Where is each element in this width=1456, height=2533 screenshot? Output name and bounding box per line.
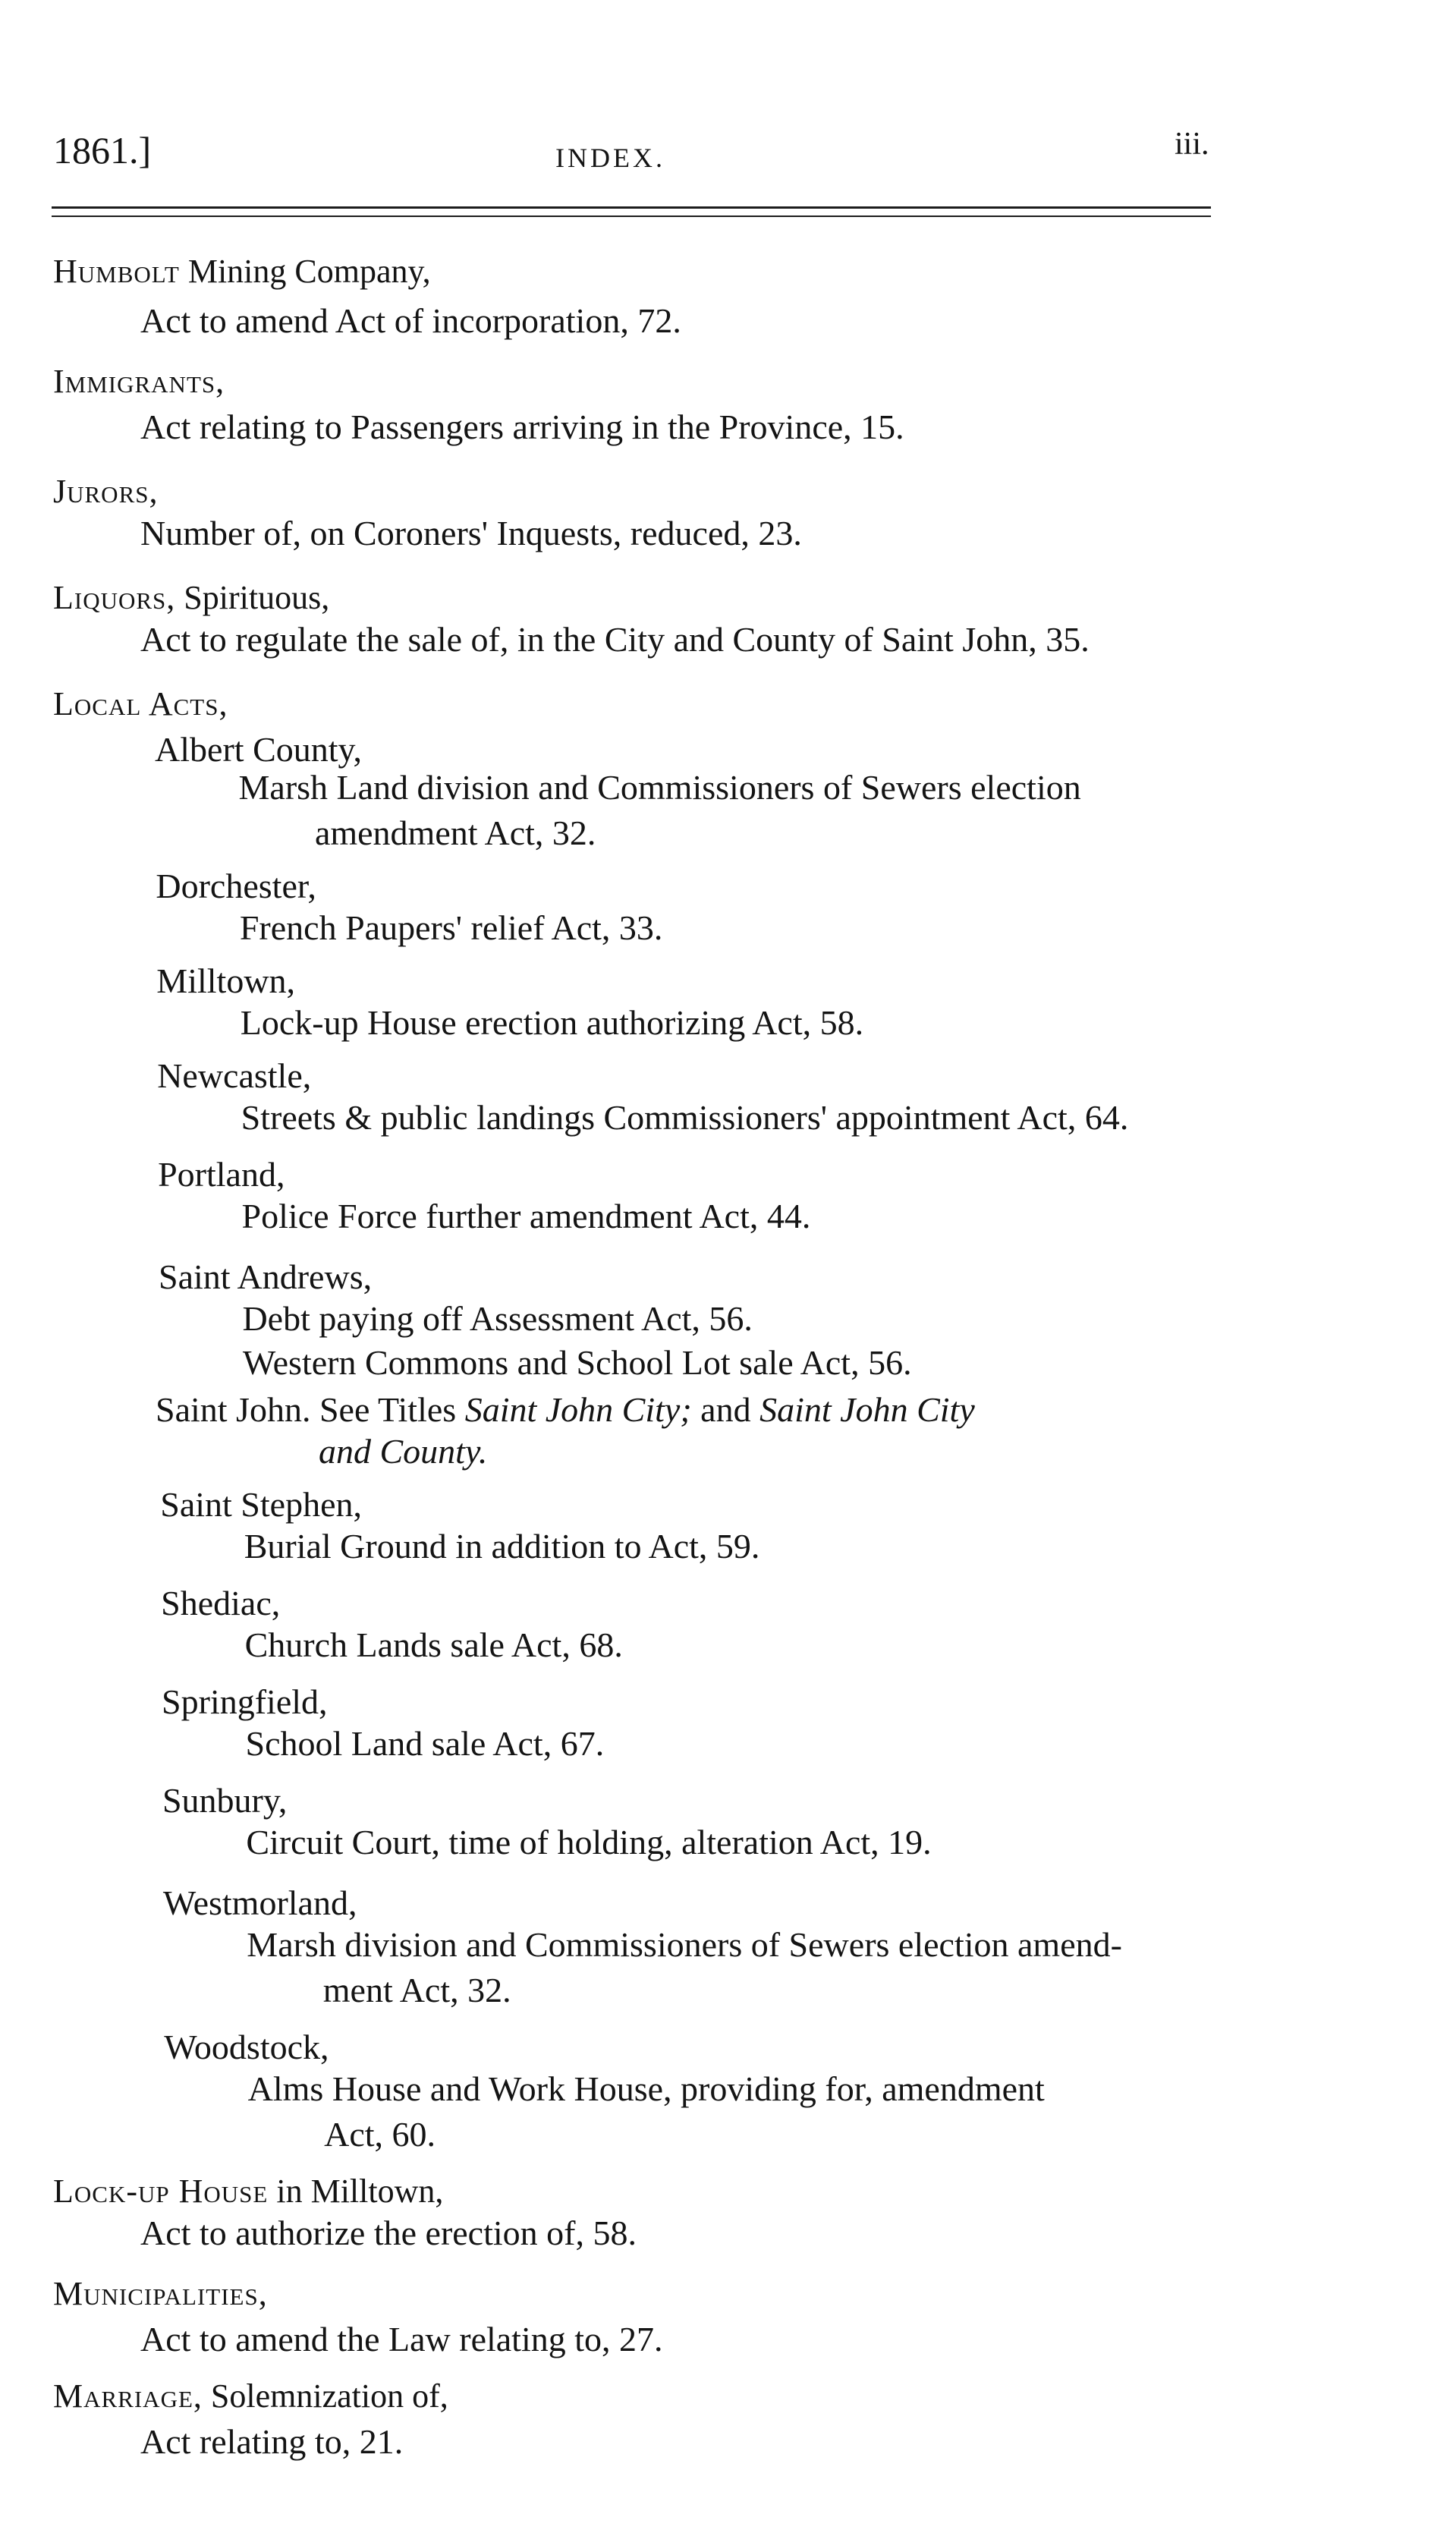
line-text: Act, 60.: [324, 2115, 436, 2154]
line-text: Alms House and Work House, providing for, amendment: [247, 2069, 1045, 2108]
place-name: [163, 1882, 357, 1924]
index-subentry: [140, 406, 904, 448]
heading-term: Municipalities,: [53, 2275, 268, 2312]
line-text: Springfield,: [162, 1682, 328, 1721]
act-entry: [246, 1821, 931, 1864]
line-text: Western Commons and School Lot sale Act, 56.: [242, 1343, 912, 1382]
place-name: [156, 865, 316, 908]
header-year: 1861.]: [53, 129, 152, 171]
line-text: Woodstock,: [164, 2028, 329, 2066]
act-entry-continued: [315, 812, 596, 854]
heading-term: Jurors,: [53, 473, 159, 510]
line-text: Burial Ground in addition to Act, 59.: [244, 1527, 760, 1565]
act-entry: [241, 1097, 1129, 1139]
line-text: Portland,: [158, 1155, 285, 1194]
place-name: [156, 960, 295, 1002]
act-entry: [248, 2068, 1045, 2110]
index-heading: [53, 2273, 268, 2315]
index-subentry: [140, 512, 802, 555]
line-text: Act relating to Passengers arriving in the Province, 15.: [140, 407, 904, 446]
heading-qualifier: Mining Company,: [179, 253, 431, 290]
heading-term: Humbolt: [53, 253, 180, 290]
place-name: [164, 2026, 329, 2069]
line-text: amendment Act, 32.: [314, 813, 596, 852]
heading-term: Immigrants,: [53, 363, 225, 400]
place-name: [160, 1484, 362, 1526]
place-name: [157, 1055, 311, 1097]
line-text: Streets & public landings Commissioners' appointment Act, 64.: [241, 1098, 1129, 1137]
act-entry: [247, 1924, 1122, 1966]
heading-qualifier: in Milltown,: [268, 2173, 444, 2210]
line-text: Lock-up House erection authorizing Act, 58.: [240, 1003, 864, 1042]
index-heading: [53, 360, 225, 403]
index-heading: [53, 250, 431, 293]
place-name: [162, 1681, 327, 1723]
heading-term: Liquors,: [53, 579, 176, 616]
act-entry: [240, 907, 663, 949]
line-text: Dorchester,: [156, 867, 316, 905]
heading-qualifier: Spirituous,: [175, 579, 330, 616]
index-heading: [53, 2375, 448, 2418]
see-title: Saint John City;: [464, 1390, 692, 1429]
line-text: Debt paying off Assessment Act, 56.: [242, 1299, 753, 1338]
index-heading: [53, 683, 228, 725]
line-text: and County.: [319, 1432, 488, 1471]
act-entry: [243, 1342, 912, 1384]
place-name: [158, 1153, 285, 1196]
line-text: Circuit Court, time of holding, alteration Act, 19.: [246, 1823, 932, 1861]
index-heading: [53, 2170, 443, 2213]
heading-term: Marriage,: [53, 2377, 203, 2415]
act-entry: [242, 1298, 752, 1340]
index-subentry: [140, 2212, 637, 2255]
see-also-continued: [319, 1430, 487, 1473]
act-entry: [242, 1195, 811, 1238]
line-text: Police Force further amendment Act, 44.: [241, 1197, 811, 1235]
place-name: [159, 1256, 372, 1298]
act-entry: [246, 1723, 605, 1765]
header-rule-thin: [52, 216, 1211, 217]
line-text: French Paupers' relief Act, 33.: [239, 908, 663, 947]
heading-term: Local Acts,: [53, 685, 228, 722]
line-text: Marsh division and Commissioners of Sewers election amend-: [247, 1925, 1122, 1964]
act-entry: [244, 1525, 760, 1568]
place-name: [155, 728, 362, 771]
line-text: Number of, on Coroners' Inquests, reduced, 23.: [140, 514, 802, 552]
header-page-number: iii.: [1175, 127, 1209, 162]
see-lead: Saint John. See Titles: [156, 1390, 465, 1429]
header-rule-thick: [52, 206, 1211, 209]
line-text: ment Act, 32.: [322, 1971, 511, 2009]
see-also-entry: [156, 1389, 975, 1431]
act-entry: [241, 1002, 863, 1044]
line-text: Church Lands sale Act, 68.: [244, 1625, 623, 1664]
index-heading: [53, 577, 329, 619]
line-text: Act to amend the Law relating to, 27.: [140, 2320, 663, 2358]
line-text: Albert County,: [155, 730, 363, 769]
see-title: Saint John City: [759, 1390, 975, 1429]
header-title: INDEX.: [555, 143, 665, 173]
line-text: Saint Stephen,: [160, 1485, 363, 1524]
line-text: Newcastle,: [157, 1056, 312, 1095]
see-joiner: and: [691, 1390, 760, 1429]
line-text: Act to amend Act of incorporation, 72.: [140, 301, 681, 340]
line-text: Act relating to, 21.: [140, 2422, 404, 2461]
place-name: [162, 1779, 287, 1822]
place-name: [161, 1582, 280, 1625]
index-subentry: [140, 300, 681, 342]
index-subentry: [140, 2421, 403, 2463]
act-entry-continued: [323, 1969, 511, 2012]
heading-term: Lock-up House: [53, 2173, 269, 2210]
line-text: Sunbury,: [162, 1781, 288, 1820]
line-text: Milltown,: [156, 961, 296, 1000]
act-entry: [245, 1624, 623, 1666]
index-subentry: [140, 618, 1090, 661]
line-text: Marsh Land division and Commissioners of Sewers election: [238, 768, 1081, 807]
line-text: Westmorland,: [162, 1883, 357, 1922]
line-text: Shediac,: [161, 1584, 281, 1622]
line-text: Act to regulate the sale of, in the City and County of Saint John, 35.: [140, 620, 1090, 659]
index-subentry: [140, 2318, 663, 2361]
line-text: Saint Andrews,: [159, 1257, 373, 1296]
act-entry: [239, 766, 1081, 809]
line-text: Act to authorize the erection of, 58.: [140, 2214, 637, 2252]
heading-qualifier: Solemnization of,: [202, 2377, 448, 2415]
index-heading: [53, 470, 159, 513]
line-text: School Land sale Act, 67.: [245, 1724, 605, 1763]
act-entry-continued: [324, 2113, 436, 2156]
